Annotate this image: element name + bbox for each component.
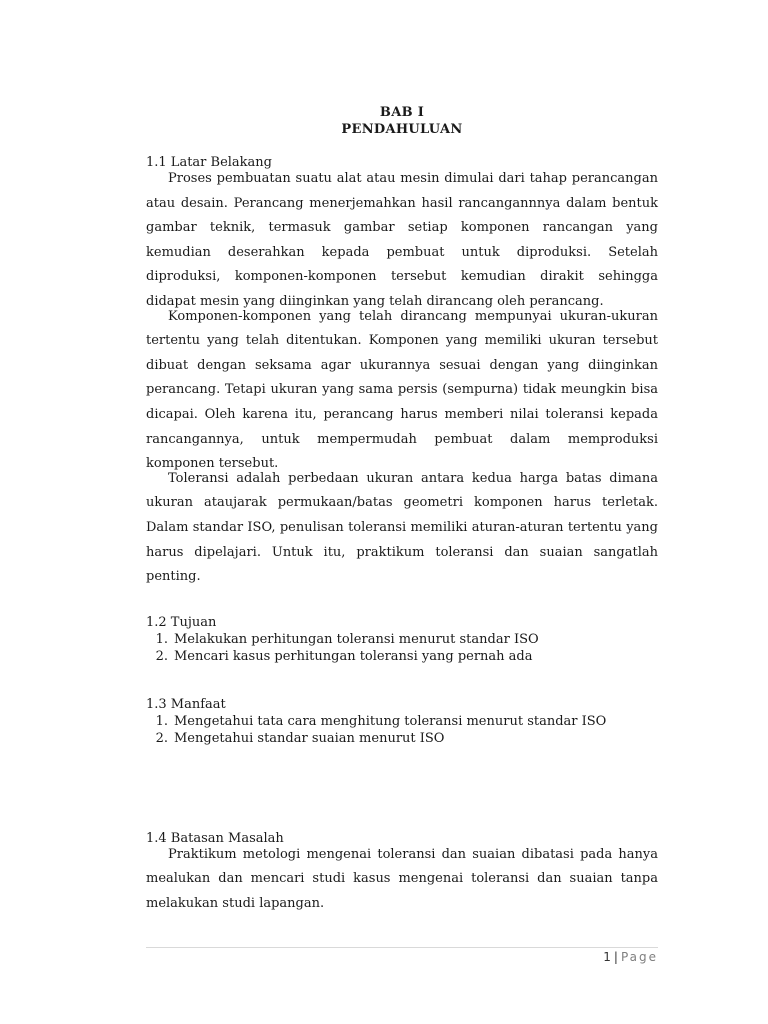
list-item — [146, 631, 658, 649]
list-number: 1. — [155, 713, 168, 729]
tujuan-list — [146, 631, 658, 666]
list-text: Mengetahui standar suaian menurut ISO — [174, 731, 445, 747]
chapter-number: BAB I — [379, 105, 425, 120]
paragraph: Komponen-komponen yang telah dirancang mempunyai ukuran-ukuran tertentu yang telah ditentukan. Komponen yang memiliki ukuran tersebut dibuat dengan seksama agar ukurannya sesuai dengan yang diinginkan perancang. Tetapi ukuran yang sama persis (sempurna) tidak meungkin bisa dicapai. Oleh karena itu, perancang harus memberi nilai toleransi kepada rancangannya, untuk mempermudah pembuat dalam memproduksi komponen tersebut. — [146, 308, 658, 472]
list-item — [146, 648, 658, 666]
page-label: Page — [620, 950, 658, 964]
list-text: Mengetahui tata cara menghitung toleransi menurut standar ISO — [174, 713, 607, 729]
paragraph: Toleransi adalah perbedaan ukuran antara kedua harga batas dimana ukuran ataujarak permukaan/batas geometri komponen harus terletak. Dalam standar ISO, penulisan toleransi memiliki aturan-aturan tertentu yang harus dipelajari. Untuk itu, praktikum toleransi dan suaian sangatlah penting. — [146, 470, 658, 585]
footer-separator: | — [613, 950, 618, 964]
list-item — [146, 730, 658, 748]
section-heading-latar: 1.1 Latar Belakang — [146, 155, 272, 170]
paragraph: Proses pembuatan suatu alat atau mesin dimulai dari tahap perancangan atau desain. Perancang menerjemahkan hasil rancangannnya dalam bentuk gambar teknik, termasuk gambar setiap komponen rancangan yang kemudian deserahkan kepada pembuat untuk diproduksi. Setelah diproduksi, komponen-komponen tersebut kemudian dirakit sehingga didapat mesin yang diinginkan yang telah dirancang oleh perancang. — [146, 171, 658, 309]
list-text: Mencari kasus perhitungan toleransi yang pernah ada — [174, 649, 533, 665]
document-page — [146, 104, 658, 916]
section-heading-tujuan: 1.2 Tujuan — [146, 614, 217, 630]
chapter-title — [146, 104, 658, 138]
page-footer — [146, 948, 658, 966]
chapter-name: PENDAHULUAN — [341, 122, 463, 137]
list-number: 1. — [155, 631, 168, 647]
page-number: 1 — [603, 950, 611, 964]
list-text: Melakukan perhitungan toleransi menurut standar ISO — [174, 631, 539, 647]
section-heading-manfaat: 1.3 Manfaat — [146, 696, 226, 712]
section-heading-batasan: 1.4 Batasan Masalah — [146, 830, 284, 846]
list-item — [146, 713, 658, 731]
list-number: 2. — [155, 649, 168, 665]
paragraph: Praktikum metologi mengenai toleransi dan suaian dibatasi pada hanya mealukan dan mencari studi kasus mengenai toleransi dan suaian tanpa melakukan studi lapangan. — [146, 846, 658, 911]
list-number: 2. — [155, 731, 168, 747]
manfaat-list — [146, 713, 658, 748]
